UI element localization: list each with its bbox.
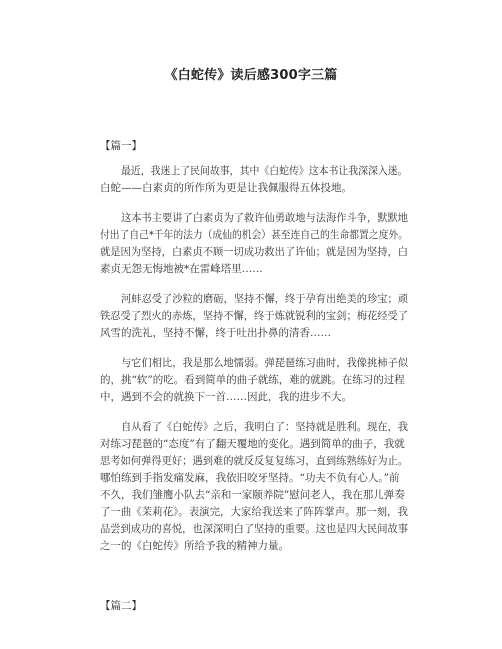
paragraph-line: 铁忍受了烈火的赤炼，坚持不懈，终于炼就锐利的宝剑；梅花经受了 bbox=[100, 310, 409, 322]
section-heading-1: 【篇一】 bbox=[100, 140, 142, 152]
section-heading-2: 【篇二】 bbox=[100, 600, 142, 612]
paragraph-line: 哪怕练到手指发痛发麻，我依旧咬牙坚持。“功夫不负有心人。”前 bbox=[100, 472, 400, 484]
paragraph-line: 这本书主要讲了白素贞为了救许仙勇敢地与法海作斗争，默默地 bbox=[121, 212, 408, 224]
document-title: 《白蛇传》读后感300字三篇 bbox=[164, 68, 338, 83]
paragraph-line: 与它们相比，我是那么地懦弱。弹琵琶练习曲时，我像挑柿子似 bbox=[121, 357, 408, 369]
paragraph-line: 的，挑“软”的吃。看到简单的曲子就练，难的就跳。在练习的过程 bbox=[100, 374, 405, 386]
paragraph-line: 中，遇到不会的就换下一首……因此，我的进步不大。 bbox=[100, 391, 352, 403]
paragraph-line: 白蛇——白素贞的所作所为更是让我佩服得五体投地。 bbox=[100, 182, 352, 194]
paragraph-line: 之一的《白蛇传》所给予我的精神力量。 bbox=[100, 540, 289, 552]
paragraph-line: 对练习琵琶的“态度”有了翻天覆地的变化。遇到简单的曲子，我就 bbox=[100, 438, 405, 450]
paragraph-line: 风雪的洗礼，坚持不懈，终于吐出扑鼻的清香…… bbox=[100, 327, 331, 339]
paragraph-line: 不久，我们雏鹰小队去“亲和一家颐养院”慰问老人，我在那儿弹奏 bbox=[100, 489, 405, 501]
paragraph-line: 品尝到成功的喜悦，也深深明白了坚持的重要。这也是四大民间故事 bbox=[100, 523, 409, 535]
paragraph-line: 就是因为坚持，白素贞不顾一切成功救出了许仙；就是因为坚持，白 bbox=[100, 246, 409, 258]
paragraph-line: 河蚌忍受了沙粒的磨砺，坚持不懈，终于孕育出绝美的珍宝；顽 bbox=[121, 293, 408, 305]
paragraph-line: 自从看了《白蛇传》之后，我明白了：坚持就是胜利。现在，我 bbox=[121, 421, 408, 433]
paragraph-line: 付出了自己*千年的法力（成仙的机会）甚至连自己的生命都置之度外。 bbox=[100, 229, 408, 241]
paragraph-line: 最近，我迷上了民间故事，其中《白蛇传》这本书让我深深入迷。 bbox=[121, 165, 408, 177]
paragraph-line: 了一曲《茉莉花》。表演完，大家给我送来了阵阵掌声。那一刻，我 bbox=[100, 506, 408, 518]
paragraph-line: 素贞无怨无悔地被*在雷峰塔里…… bbox=[100, 263, 263, 275]
paragraph-line: 思考如何弹得更好；遇到难的就反反复复练习，直到练熟练好为止。 bbox=[100, 455, 409, 467]
